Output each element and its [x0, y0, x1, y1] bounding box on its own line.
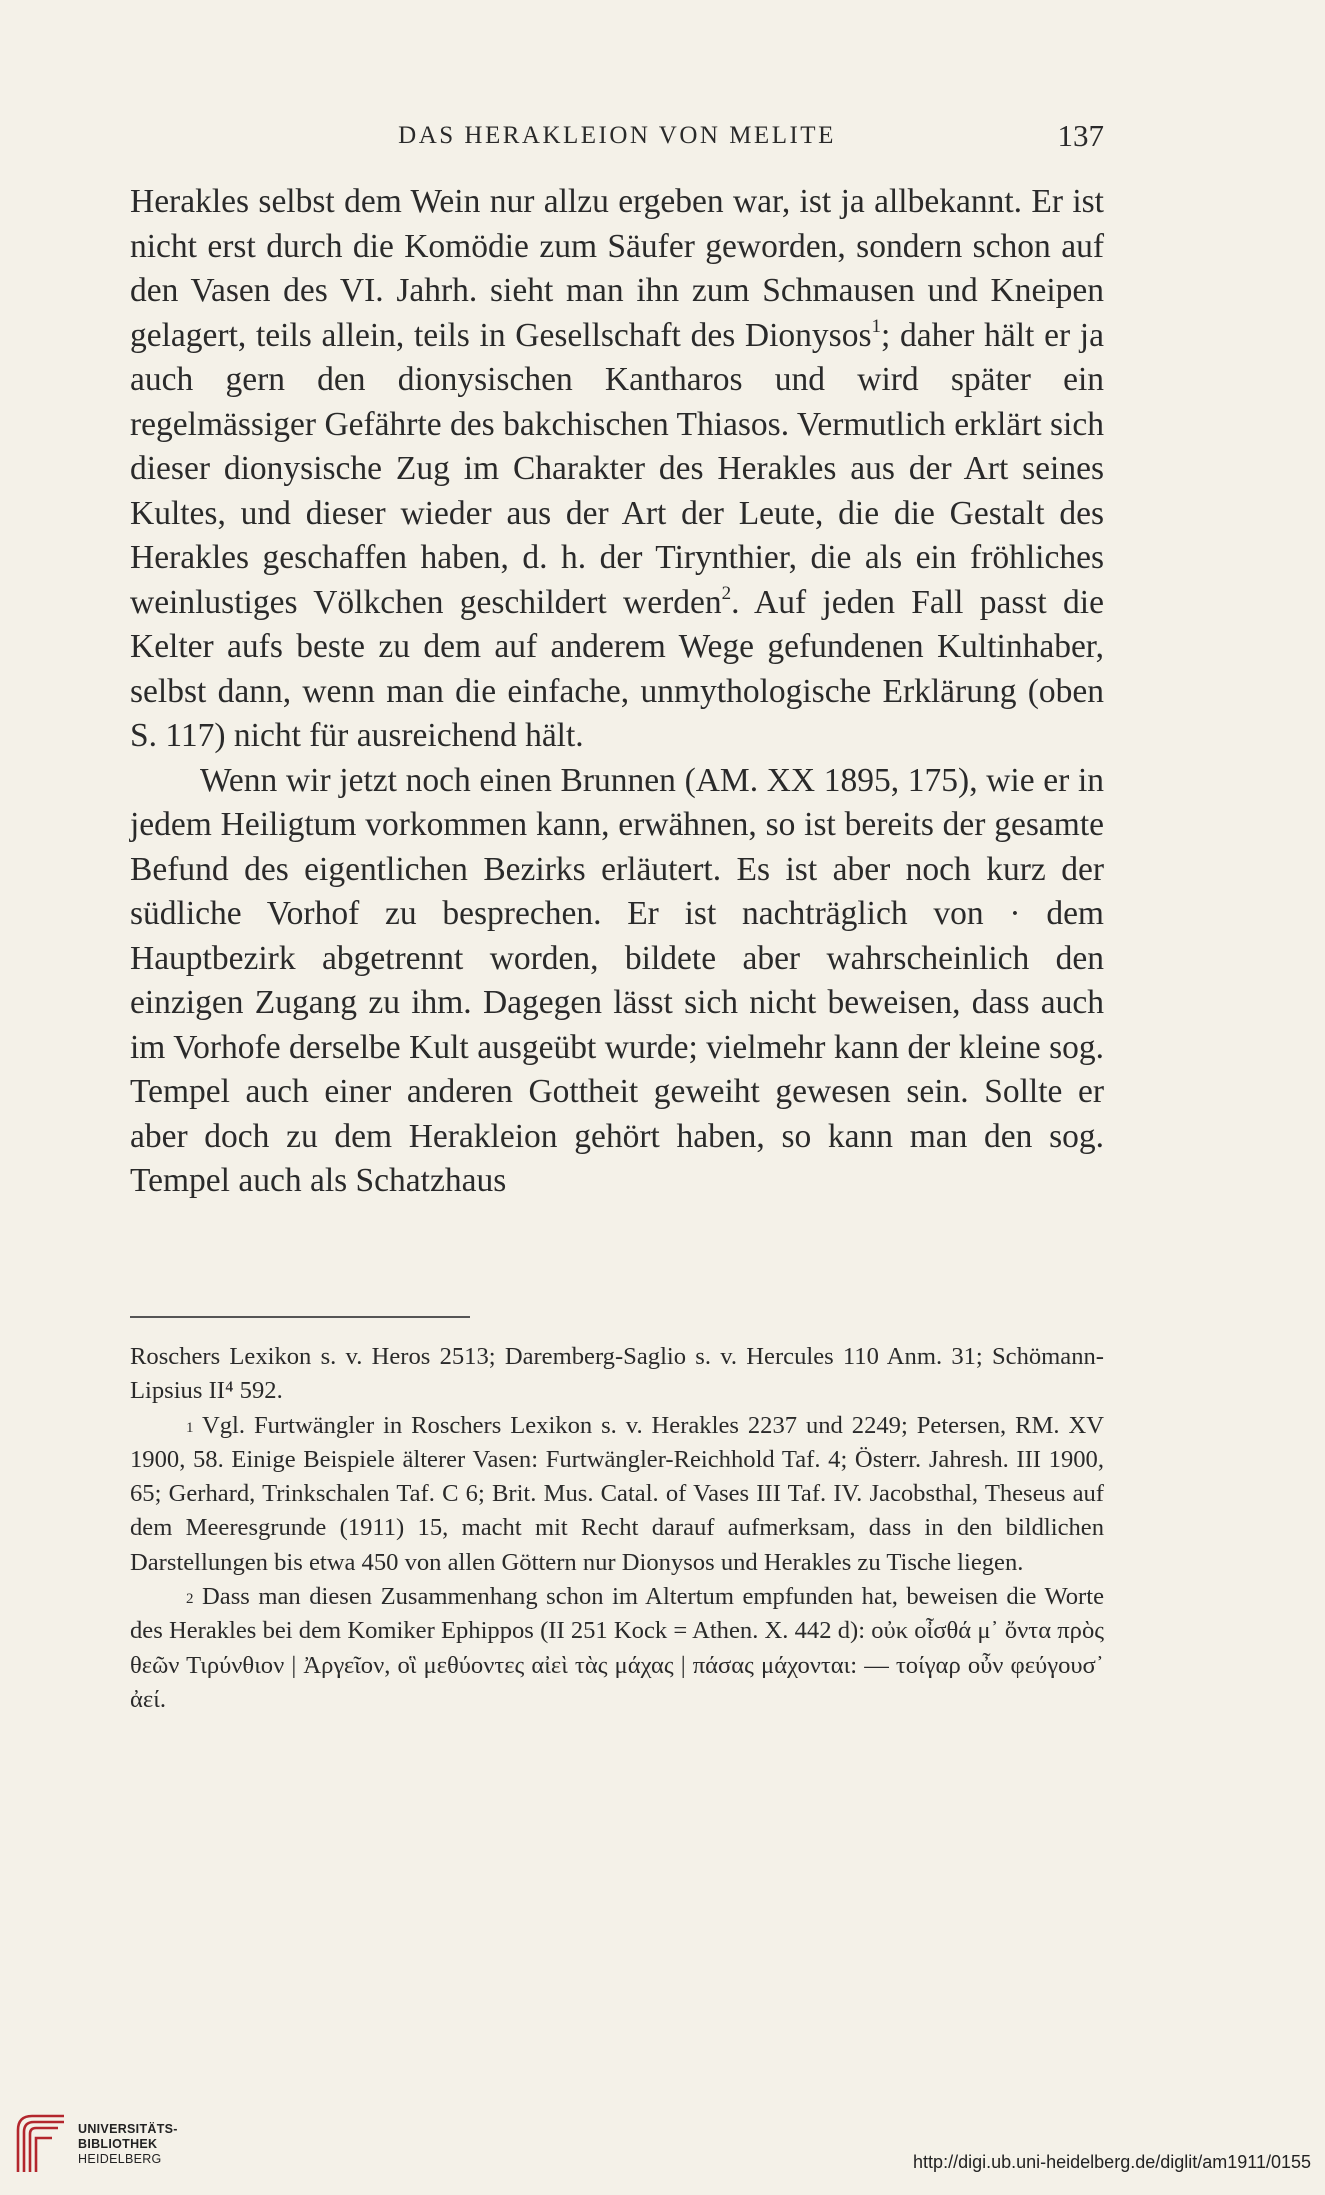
- paragraph-1-part-b: ; daher hält er ja auch gern den dionysischen Kantharos und wird später ein regelmässiger Gefährte des bakchischen Thiasos. Vermutlich erklärt sich dieser dionysische Zug im Charakter des Herakles aus der Art seines Kultes, und dieser wieder aus der Art der Leute, die die Gestalt des Herakles geschaffen haben, d. h. der Tirynthier, die als ein fröhliches weinlustiges Völkchen geschildert werden: [130, 316, 1104, 621]
- footnote-1-mark: 1: [186, 1419, 194, 1436]
- footnote-2-text: Dass man diesen Zusammenhang schon im Altertum empfunden hat, beweisen die Worte des Herakles bei dem Komiker Ephippos (II 251 Kock = Athen. X. 442 d): οὐκ οἶσθά μ᾽ ὄντα πρὸς θεῶν Τιρύνθιον | Ἀργεῖον, οἳ μεθύοντες αἰεὶ τὰς μάχας | πάσας μάχονται: — τοίγαρ οὖν φεύγουσ᾽ ἀεί.: [130, 1583, 1104, 1713]
- logo-line-2: BIBLIOTHEK: [78, 2137, 158, 2151]
- library-logo[interactable]: [14, 2110, 234, 2180]
- logo-line-3: HEIDELBERG: [78, 2152, 162, 2166]
- running-title: DAS HERAKLEION VON MELITE: [398, 122, 836, 149]
- footer-url[interactable]: [913, 2152, 1311, 2173]
- library-logo-icon: [14, 2110, 70, 2176]
- paragraph-1-part-c: . Auf jeden Fall passt die Kelter aufs beste zu dem auf anderem Wege gefundenen Kultinhaber, selbst dann, wenn man die einfache, unmythologische Erklärung (oben S. 117) nicht für ausreichend hält.: [130, 583, 1104, 754]
- permalink[interactable]: http://digi.ub.uni-heidelberg.de/diglit/am1911/0155: [913, 2152, 1311, 2172]
- page-header: [130, 118, 1104, 158]
- footnotes: [130, 1340, 1104, 1717]
- footnote-ref-2: 2: [721, 582, 732, 604]
- paragraph-1-part-a: Herakles selbst dem Wein nur allzu ergeben war, ist ja allbekannt. Er ist nicht erst durch die Komödie zum Säufer geworden, sondern schon auf den Vasen des VI. Jahrh. sieht man ihn zum Schmausen und Kneipen gelagert, teils allein, teils in Gesellschaft des Dionysos: [130, 183, 1104, 354]
- footnote-2: [130, 1580, 1104, 1717]
- footnote-2-mark: 2: [186, 1591, 194, 1608]
- footnote-1-text: Vgl. Furtwängler in Roschers Lexikon s. v. Herakles 2237 und 2249; Petersen, RM. XV 1900, 58. Einige Beispiele älterer Vasen: Furtwängler-Reichhold Taf. 4; Österr. Jahresh. III 1900, 65; Gerhard, Trinkschalen Taf. C 6; Brit. Mus. Catal. of Vases III Taf. IV. Jacobsthal, Theseus auf dem Meeresgrunde (1911) 15, macht mit Recht darauf aufmerksam, dass in den bildlichen Darstellungen bis etwa 450 von allen Göttern nur Dionysos und Herakles zu Tische liegen.: [130, 1411, 1104, 1576]
- footnote-1: [130, 1409, 1104, 1580]
- paragraph-2: Wenn wir jetzt noch einen Brunnen (AM. XX 1895, 175), wie er in jedem Heiligtum vorkommen kann, erwähnen, so ist bereits der gesamte Befund des eigentlichen Bezirks erläutert. Es ist aber noch kurz der südliche Vorhof zu besprechen. Er ist nachträglich von · dem Hauptbezirk abgetrennt worden, bildete aber wahrscheinlich den einzigen Zugang zu ihm. Dagegen lässt sich nicht beweisen, dass auch im Vorhofe derselbe Kult ausgeübt wurde; vielmehr kann der kleine sog. Tempel auch einer anderen Gottheit geweiht gewesen sein. Sollte er aber doch zu dem Herakleion gehört haben, so kann man den sog. Tempel auch als Schatzhaus: [130, 761, 1104, 1199]
- library-logo-text: [78, 2122, 178, 2167]
- body-text: [130, 180, 1104, 1204]
- paragraph-1: [130, 180, 1104, 759]
- logo-line-1: UNIVERSITÄTS-: [78, 2122, 178, 2136]
- footnote-ref-1: 1: [871, 315, 882, 337]
- footnote-continuation: Roschers Lexikon s. v. Heros 2513; Daremberg-Saglio s. v. Hercules 110 Anm. 31; Schömann-Lipsius II⁴ 592.: [130, 1343, 1104, 1405]
- footnote-divider: [130, 1316, 470, 1318]
- page-number: 137: [1057, 118, 1104, 153]
